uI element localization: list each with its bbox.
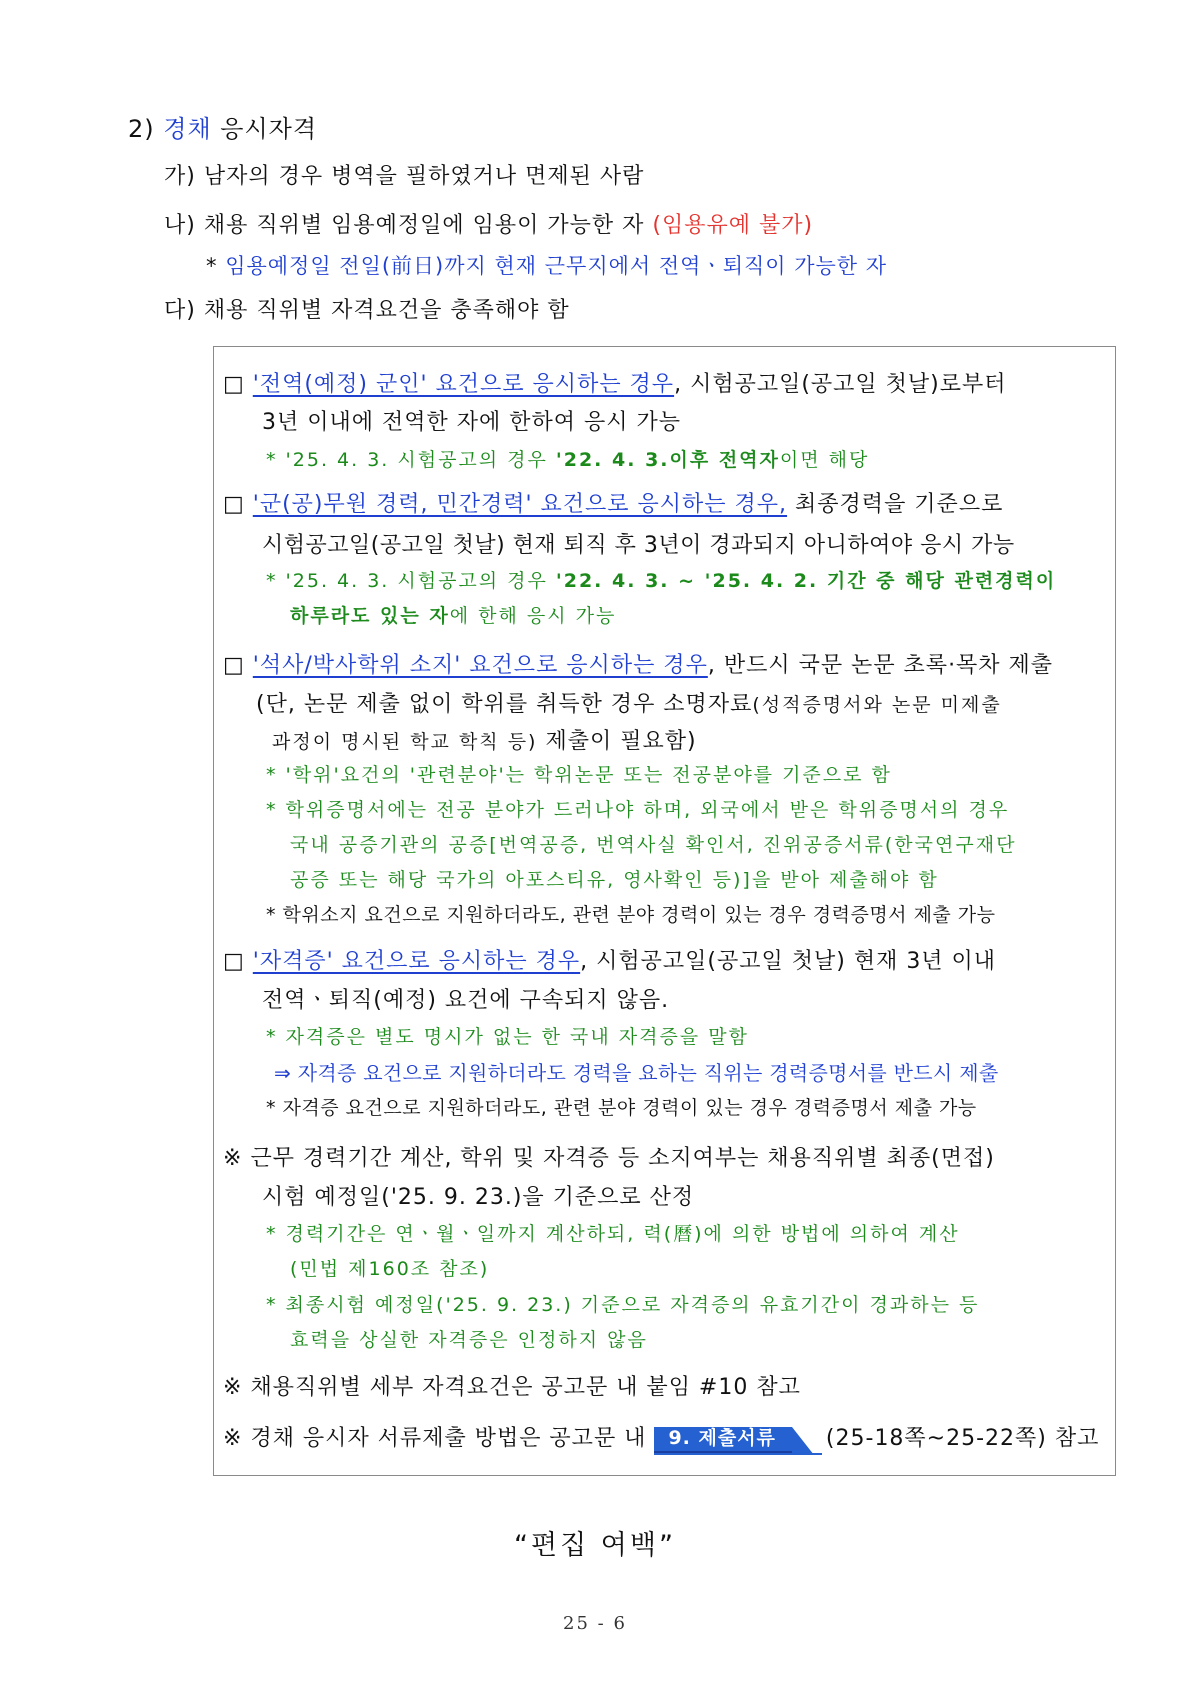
reference-mark-icon: ※ [223, 1146, 243, 1171]
checkbox-square-icon: □ [223, 492, 245, 517]
block-veteran-line2: 3년 이내에 전역한 자에 한하여 응시 가능 [262, 410, 681, 435]
ref-period-calculation: ※ 근무 경력기간 계산, 학위 및 자격증 등 소지여부는 채용직위별 최종(면접) [223, 1146, 995, 1171]
checkbox-square-icon: □ [223, 372, 245, 397]
block-career-note: * '25. 4. 3. 시험공고의 경우 '22. 4. 3. ~ '25. 4. 2. 기간 중 해당 관련경력이 [266, 570, 1057, 592]
block-degree-note3: 국내 공증기관의 공증[번역공증, 번역사실 확인서, 진위공증서류(한국연구재단 [290, 834, 1017, 856]
block-license-note2: * 자격증 요건으로 지원하더라도, 관련 분야 경력이 있는 경우 경력증명서 제출 가능 [266, 1097, 977, 1119]
ref-period-note2: * 최종시험 예정일('25. 9. 23.) 기준으로 자격증의 유효기간이 경과하는 등 [266, 1294, 980, 1316]
block-degree: □ '석사/박사학위 소지' 요건으로 응시하는 경우, 반드시 국문 논문 초록·목차 제출 [223, 653, 1054, 678]
block-degree-note4: 공증 또는 해당 국가의 아포스티유, 영사확인 등)]을 받아 제출해야 함 [290, 869, 939, 891]
block-career-note2: 하루라도 있는 자에 한해 응시 가능 [290, 605, 617, 627]
editorial-margin-note: “편집 여백” [514, 1530, 676, 1561]
block-license-note1: * 자격증은 별도 명시가 없는 한 국내 자격증을 말함 [266, 1026, 749, 1048]
section-title-highlight: 경채 [163, 115, 212, 143]
section-heading [128, 117, 317, 141]
block-license-arrow-note: ⇒ 자격증 요건으로 지원하더라도 경력을 요하는 직위는 경력증명서를 반드시 제출 [274, 1061, 999, 1085]
checkbox-square-icon: □ [223, 949, 245, 974]
ref-document-submission: ※ 경채 응시자 서류제출 방법은 공고문 내 9. 제출서류 (25-18쪽~25-22쪽) 참고 [223, 1427, 1099, 1455]
block-license-line2: 전역ㆍ퇴직(예정) 요건에 구속되지 않음. [262, 988, 670, 1013]
ref-period-note1: * 경력기간은 연ㆍ월ㆍ일까지 계산하되, 력(曆)에 의한 방법에 의하여 계산 [266, 1223, 960, 1245]
ref-period-note1b: (민법 제160조 참조) [290, 1258, 490, 1280]
block-license: □ '자격증' 요건으로 응시하는 경우, 시험공고일(공고일 첫날) 현재 3년 이내 [223, 949, 997, 974]
submission-docs-tag: 9. 제출서류 [654, 1427, 821, 1455]
item-na: 나) 채용 직위별 임용예정일에 임용이 가능한 자 (임용유예 불가) [164, 213, 814, 238]
page-number: 25 - 6 [563, 1613, 627, 1634]
no-deferral-note: (임용유예 불가) [652, 213, 814, 238]
block-career-line2: 시험공고일(공고일 첫날) 현재 퇴직 후 3년이 경과되지 아니하여야 응시 가능 [262, 533, 1015, 558]
block-veteran-note: * '25. 4. 3. 시험공고의 경우 '22. 4. 3.이후 전역자이면 해당 [266, 449, 870, 471]
ref-period-line2: 시험 예정일('25. 9. 23.)을 기준으로 산정 [262, 1185, 695, 1210]
block-career: □ '군(공)무원 경력, 민간경력' 요건으로 응시하는 경우, 최종경력을 기준으로 [223, 492, 1004, 517]
block-degree-note2: * 학위증명서에는 전공 분야가 드러나야 하며, 외국에서 받은 학위증명서의 경우 [266, 799, 1010, 821]
item-ga: 가) 남자의 경우 병역을 필하였거나 면제된 사람 [164, 164, 645, 189]
section-title: 응시자격 [220, 115, 318, 143]
reference-mark-icon: ※ [223, 1426, 243, 1451]
block-degree-line3: 과정이 명시된 학교 학칙 등) 제출이 필요함) [272, 729, 697, 754]
item-na-note: * 임용예정일 전일(前日)까지 현재 근무지에서 전역ㆍ퇴직이 가능한 자 [206, 254, 888, 278]
ref-detailed-requirements: ※ 채용직위별 세부 자격요건은 공고문 내 붙임 #10 참고 [223, 1375, 801, 1400]
ref-period-note2b: 효력을 상실한 자격증은 인정하지 않음 [290, 1329, 648, 1351]
block-degree-note1: * '학위'요건의 '관련분야'는 학위논문 또는 전공분야를 기준으로 함 [266, 764, 892, 786]
block-degree-line2: (단, 논문 제출 없이 학위를 취득한 경우 소명자료(성적증명서와 논문 미제출 [256, 692, 1002, 717]
checkbox-square-icon: □ [223, 653, 245, 678]
block-veteran: □ '전역(예정) 군인' 요건으로 응시하는 경우, 시험공고일(공고일 첫날)로부터 [223, 372, 1007, 397]
section-number: 2) [128, 115, 155, 143]
item-da: 다) 채용 직위별 자격요건을 충족해야 함 [164, 298, 570, 323]
reference-mark-icon: ※ [223, 1375, 243, 1400]
block-degree-note5: * 학위소지 요건으로 지원하더라도, 관련 분야 경력이 있는 경우 경력증명서 제출 가능 [266, 904, 996, 926]
